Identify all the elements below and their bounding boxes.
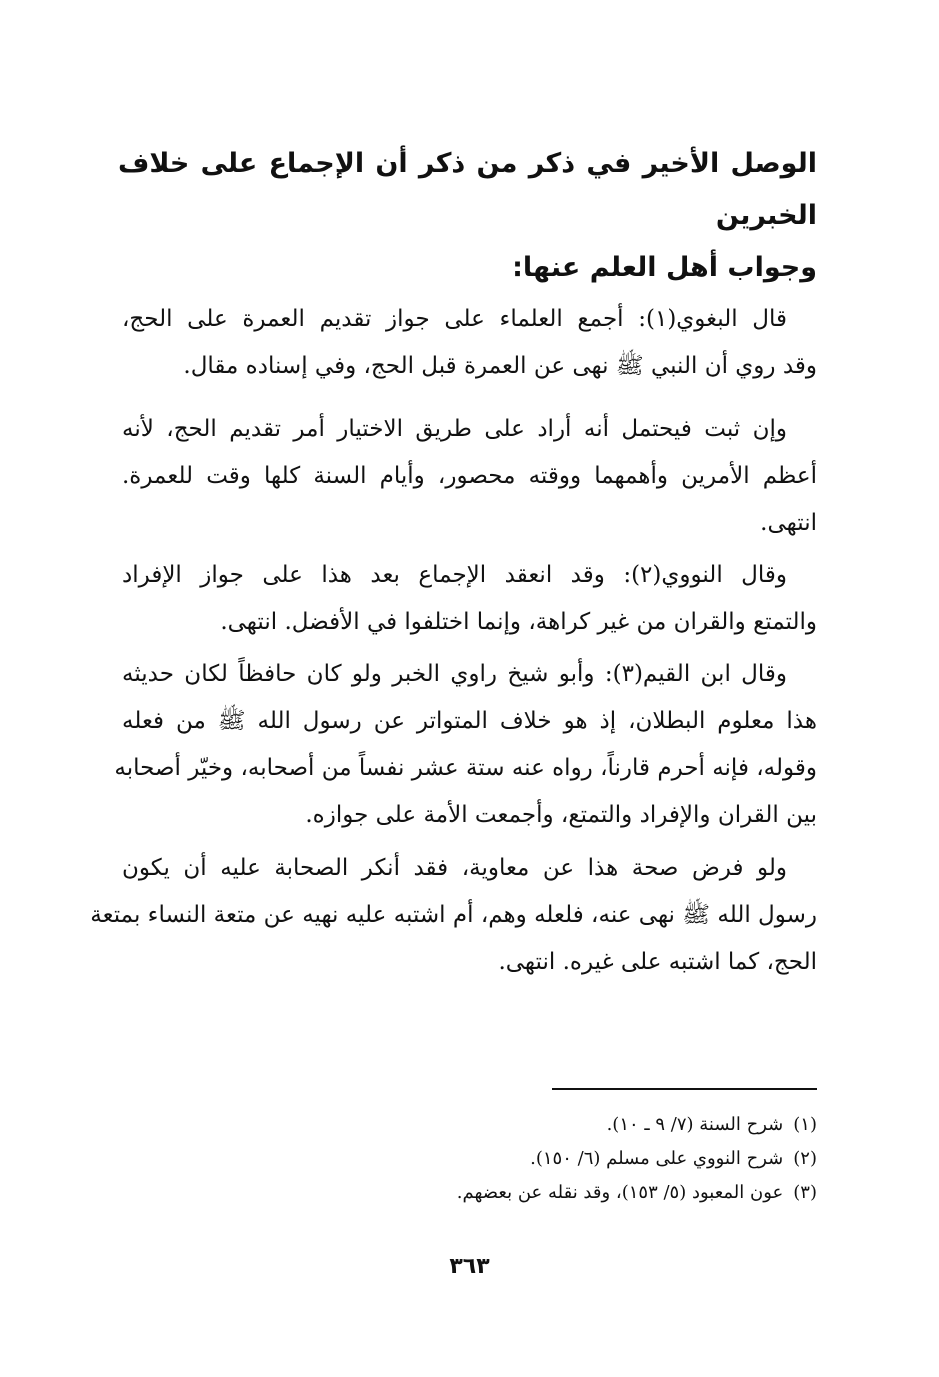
footnote-text: شرح السنة (٧/ ٩ ـ ١٠). [606,1114,784,1135]
footnote-item [300,1176,817,1210]
paragraph-line: انتهى. [760,510,817,536]
paragraph-line: وقال ابن القيم(٣): وأبو شيخ راوي الخبر ولو كان حافظاً لكان حديثه [122,661,787,687]
paragraph-ibn-qayyim [114,651,817,839]
footnote-number: (٢) [793,1148,817,1169]
footnote-item [300,1108,817,1142]
heading-line-1: الوصل الأخير في ذكر من ذكر أن الإجماع على خلاف الخبرين [118,148,817,231]
paragraph-interpretation [122,406,817,547]
paragraph-line: وقوله، فإنه أحرم قارناً، رواه عنه ستة عشر نفساً من أصحابه، وخيّر أصحابه [114,755,817,781]
heading-line-2: وجواب أهل العلم عنها: [512,252,817,283]
footnote-number: (٣) [793,1182,817,1203]
page-number: ٣٦٣ [449,1254,490,1279]
paragraph-baghawi [122,296,817,390]
paragraph-line: الحج، كما اشتبه على غيره. انتهى. [498,949,817,975]
paragraph-line: ولو فرض صحة هذا عن معاوية، فقد أنكر الصحابة عليه أن يكون [122,855,787,881]
paragraph-line: وإن ثبت فيحتمل أنه أراد على طريق الاختيار أمر تقديم الحج، لأنه [122,416,787,442]
paragraph-line: رسول الله ﷺ نهى عنه، فلعله وهم، أم اشتبه عليه نهيه عن متعة النساء بمتعة [90,902,817,928]
footnote-item [300,1142,817,1176]
paragraph-line: وقال النووي(٢): وقد انعقد الإجماع بعد هذا على جواز الإفراد [122,562,787,588]
footnote-text: شرح النووي على مسلم (٦/ ١٥٠). [530,1148,784,1169]
paragraph-line: هذا معلوم البطلان، إذ هو خلاف المتواتر عن رسول الله ﷺ من فعله [122,708,817,734]
paragraph-line: بين القران والإفراد والتمتع، وأجمعت الأمة على جوازه. [305,802,817,828]
footnote-text: عون المعبود (٥/ ١٥٣)، وقد نقله عن بعضهم. [456,1182,784,1203]
footnote-number: (١) [793,1114,817,1135]
paragraph-line: والتمتع والقران من غير كراهة، وإنما اختلفوا في الأفضل. انتهى. [220,609,817,635]
paragraph-nawawi [122,552,817,646]
footnote-divider [552,1088,817,1090]
paragraph-muawiya [90,845,817,986]
paragraph-line: قال البغوي(١): أجمع العلماء على جواز تقديم العمرة على الحج، [122,306,787,332]
paragraph-line: وقد روي أن النبي ﷺ نهى عن العمرة قبل الحج، وفي إسناده مقال. [183,353,817,379]
footnotes-list [300,1108,817,1210]
section-heading [118,138,817,294]
paragraph-line: أعظم الأمرين وأهمهما ووقته محصور، وأيام السنة كلها وقت للعمرة. [122,463,817,489]
